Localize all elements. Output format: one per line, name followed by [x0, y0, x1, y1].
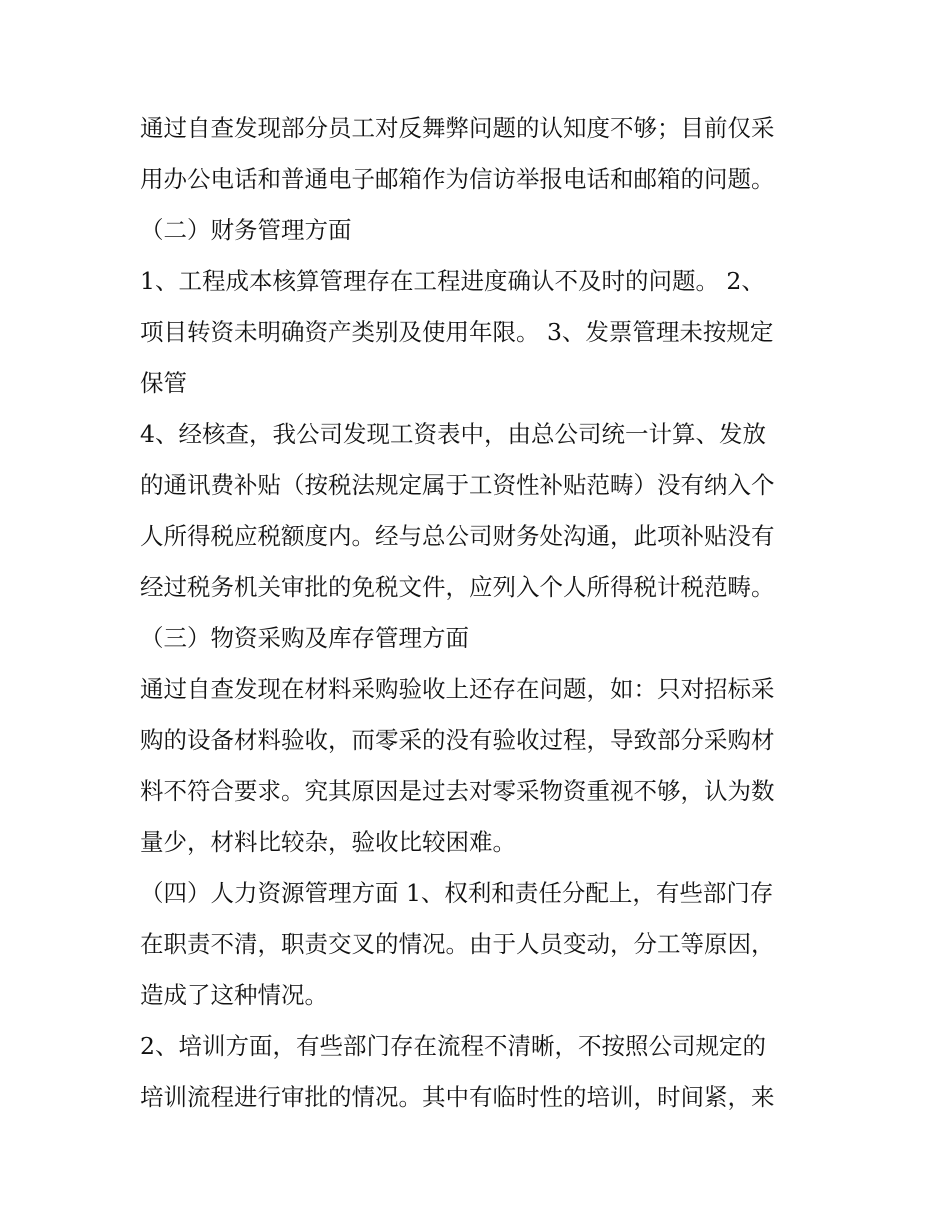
- text-line: 项目转资未明确资产类别及使用年限。 3、发票管理未按规定: [140, 318, 774, 346]
- text-line: 4、经核查，我公司发现工资表中，由总公司统一计算、发放: [140, 420, 766, 448]
- text-line: （四）人力资源管理方面 1、权利和责任分配上，有些部门存: [140, 879, 774, 907]
- text-line: 造成了这种情况。: [140, 981, 328, 1009]
- text-line: 量少，材料比较杂，验收比较困难。: [140, 828, 516, 856]
- text-line: 在职责不清，职责交叉的情况。由于人员变动，分工等原因，: [140, 930, 775, 958]
- text-line: 保管: [140, 369, 187, 397]
- text-line: 通过自查发现在材料采购验收上还存在问题，如：只对招标采: [140, 675, 775, 703]
- section-heading: （三）物资采购及库存管理方面: [140, 624, 469, 652]
- text-line: 通过自查发现部分员工对反舞弊问题的认知度不够；目前仅采: [140, 114, 775, 142]
- text-line: 人所得税应税额度内。经与总公司财务处沟通，此项补贴没有: [140, 522, 775, 550]
- text-line: 2、培训方面，有些部门存在流程不清晰，不按照公司规定的: [140, 1032, 766, 1060]
- text-line: 用办公电话和普通电子邮箱作为信访举报电话和邮箱的问题。: [140, 165, 775, 193]
- text-line: 经过税务机关审批的免税文件，应列入个人所得税计税范畴。: [140, 573, 775, 601]
- text-line: 培训流程进行审批的情况。其中有临时性的培训，时间紧，来: [140, 1083, 775, 1111]
- text-line: 料不符合要求。究其原因是过去对零采物资重视不够，认为数: [140, 777, 775, 805]
- text-line: 1、工程成本核算管理存在工程进度确认不及时的问题。 2、: [140, 267, 765, 295]
- section-heading: （二）财务管理方面: [140, 216, 352, 244]
- text-line: 购的设备材料验收，而零采的没有验收过程，导致部分采购材: [140, 726, 775, 754]
- text-line: 的通讯费补贴（按税法规定属于工资性补贴范畴）没有纳入个: [140, 471, 775, 499]
